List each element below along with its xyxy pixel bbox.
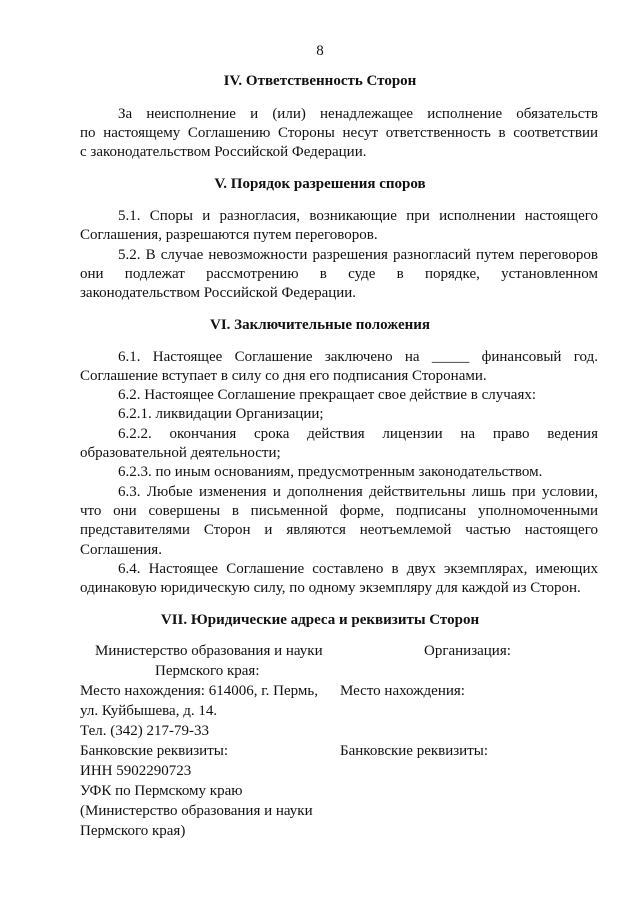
ministry-ufk-paren-line-2: Пермского края) [80, 823, 186, 839]
ministry-inn: ИНН 5902290723 [80, 763, 192, 779]
section-6-line-12: 6.4. Настоящее Соглашение составлено в двух экземплярах, имеющих [118, 561, 598, 577]
section-5-line-5: законодательством Российской Федерации. [80, 285, 357, 301]
section-4-line-1: За неисполнение и (или) ненадлежащее исполнение обязательств [118, 106, 598, 122]
section-6-line-7: 6.2.3. по иным основаниям, предусмотренным законодательством. [118, 464, 543, 480]
section-5-line-1: 5.1. Споры и разногласия, возникающие при исполнении настоящего [118, 208, 598, 224]
section-6-line-1: 6.1. Настоящее Соглашение заключено на _____ финансовый год. [118, 349, 598, 365]
section-4-line-2: по настоящему Соглашению Стороны несут ответственность в соответствии [80, 125, 598, 141]
organization-address-label: Место нахождения: [340, 683, 465, 699]
section-6-line-10: представителями Сторон и являются неотъемлемой частью настоящего [80, 522, 598, 538]
page-number: 8 [316, 43, 324, 59]
section-6-line-11: Соглашения. [80, 542, 162, 558]
section-7-heading: VII. Юридические адреса и реквизиты Сторон [160, 612, 480, 628]
section-6-line-5: 6.2.2. окончания срока действия лицензии на право ведения [118, 426, 598, 442]
section-6-line-9: что они совершены в письменной форме, подписаны уполномоченными [80, 503, 598, 519]
ministry-bank-label: Банковские реквизиты: [80, 743, 229, 759]
section-5-heading: V. Порядок разрешения споров [214, 176, 426, 192]
organization-bank-label: Банковские реквизиты: [340, 743, 489, 759]
organization-name: Организация: [424, 643, 511, 659]
ministry-address-line-2: ул. Куйбышева, д. 14. [80, 703, 218, 719]
ministry-name-line-2: Пермского края: [155, 663, 260, 679]
section-6-line-4: 6.2.1. ликвидации Организации; [118, 406, 324, 422]
section-6-line-6: образовательной деятельности; [80, 445, 281, 461]
section-6-heading: VI. Заключительные положения [210, 317, 430, 333]
ministry-address-line-1: Место нахождения: 614006, г. Пермь, [80, 683, 319, 699]
ministry-name-line-1: Министерство образования и науки [95, 643, 323, 659]
ministry-ufk-paren-line-1: (Министерство образования и науки [80, 803, 313, 819]
section-5-line-4: они подлежат рассмотрению в суде в порядке, установленном [80, 266, 598, 282]
section-5-line-2: Соглашения, разрешаются путем переговоров. [80, 227, 378, 243]
section-4-line-3: с законодательством Российской Федерации. [80, 144, 367, 160]
section-6-line-8: 6.3. Любые изменения и дополнения действительны лишь при условии, [118, 484, 598, 500]
ministry-ufk: УФК по Пермскому краю [80, 783, 243, 799]
ministry-phone: Тел. (342) 217-79-33 [80, 723, 209, 739]
section-6-line-13: одинаковую юридическую силу, по одному экземпляру для каждой из Сторон. [80, 580, 581, 596]
section-4-heading: IV. Ответственность Сторон [223, 73, 417, 89]
section-5-line-3: 5.2. В случае невозможности разрешения разногласий путем переговоров [118, 247, 598, 263]
section-6-line-3: 6.2. Настоящее Соглашение прекращает свое действие в случаях: [118, 387, 537, 403]
section-6-line-2: Соглашение вступает в силу со дня его подписания Сторонами. [80, 368, 487, 384]
